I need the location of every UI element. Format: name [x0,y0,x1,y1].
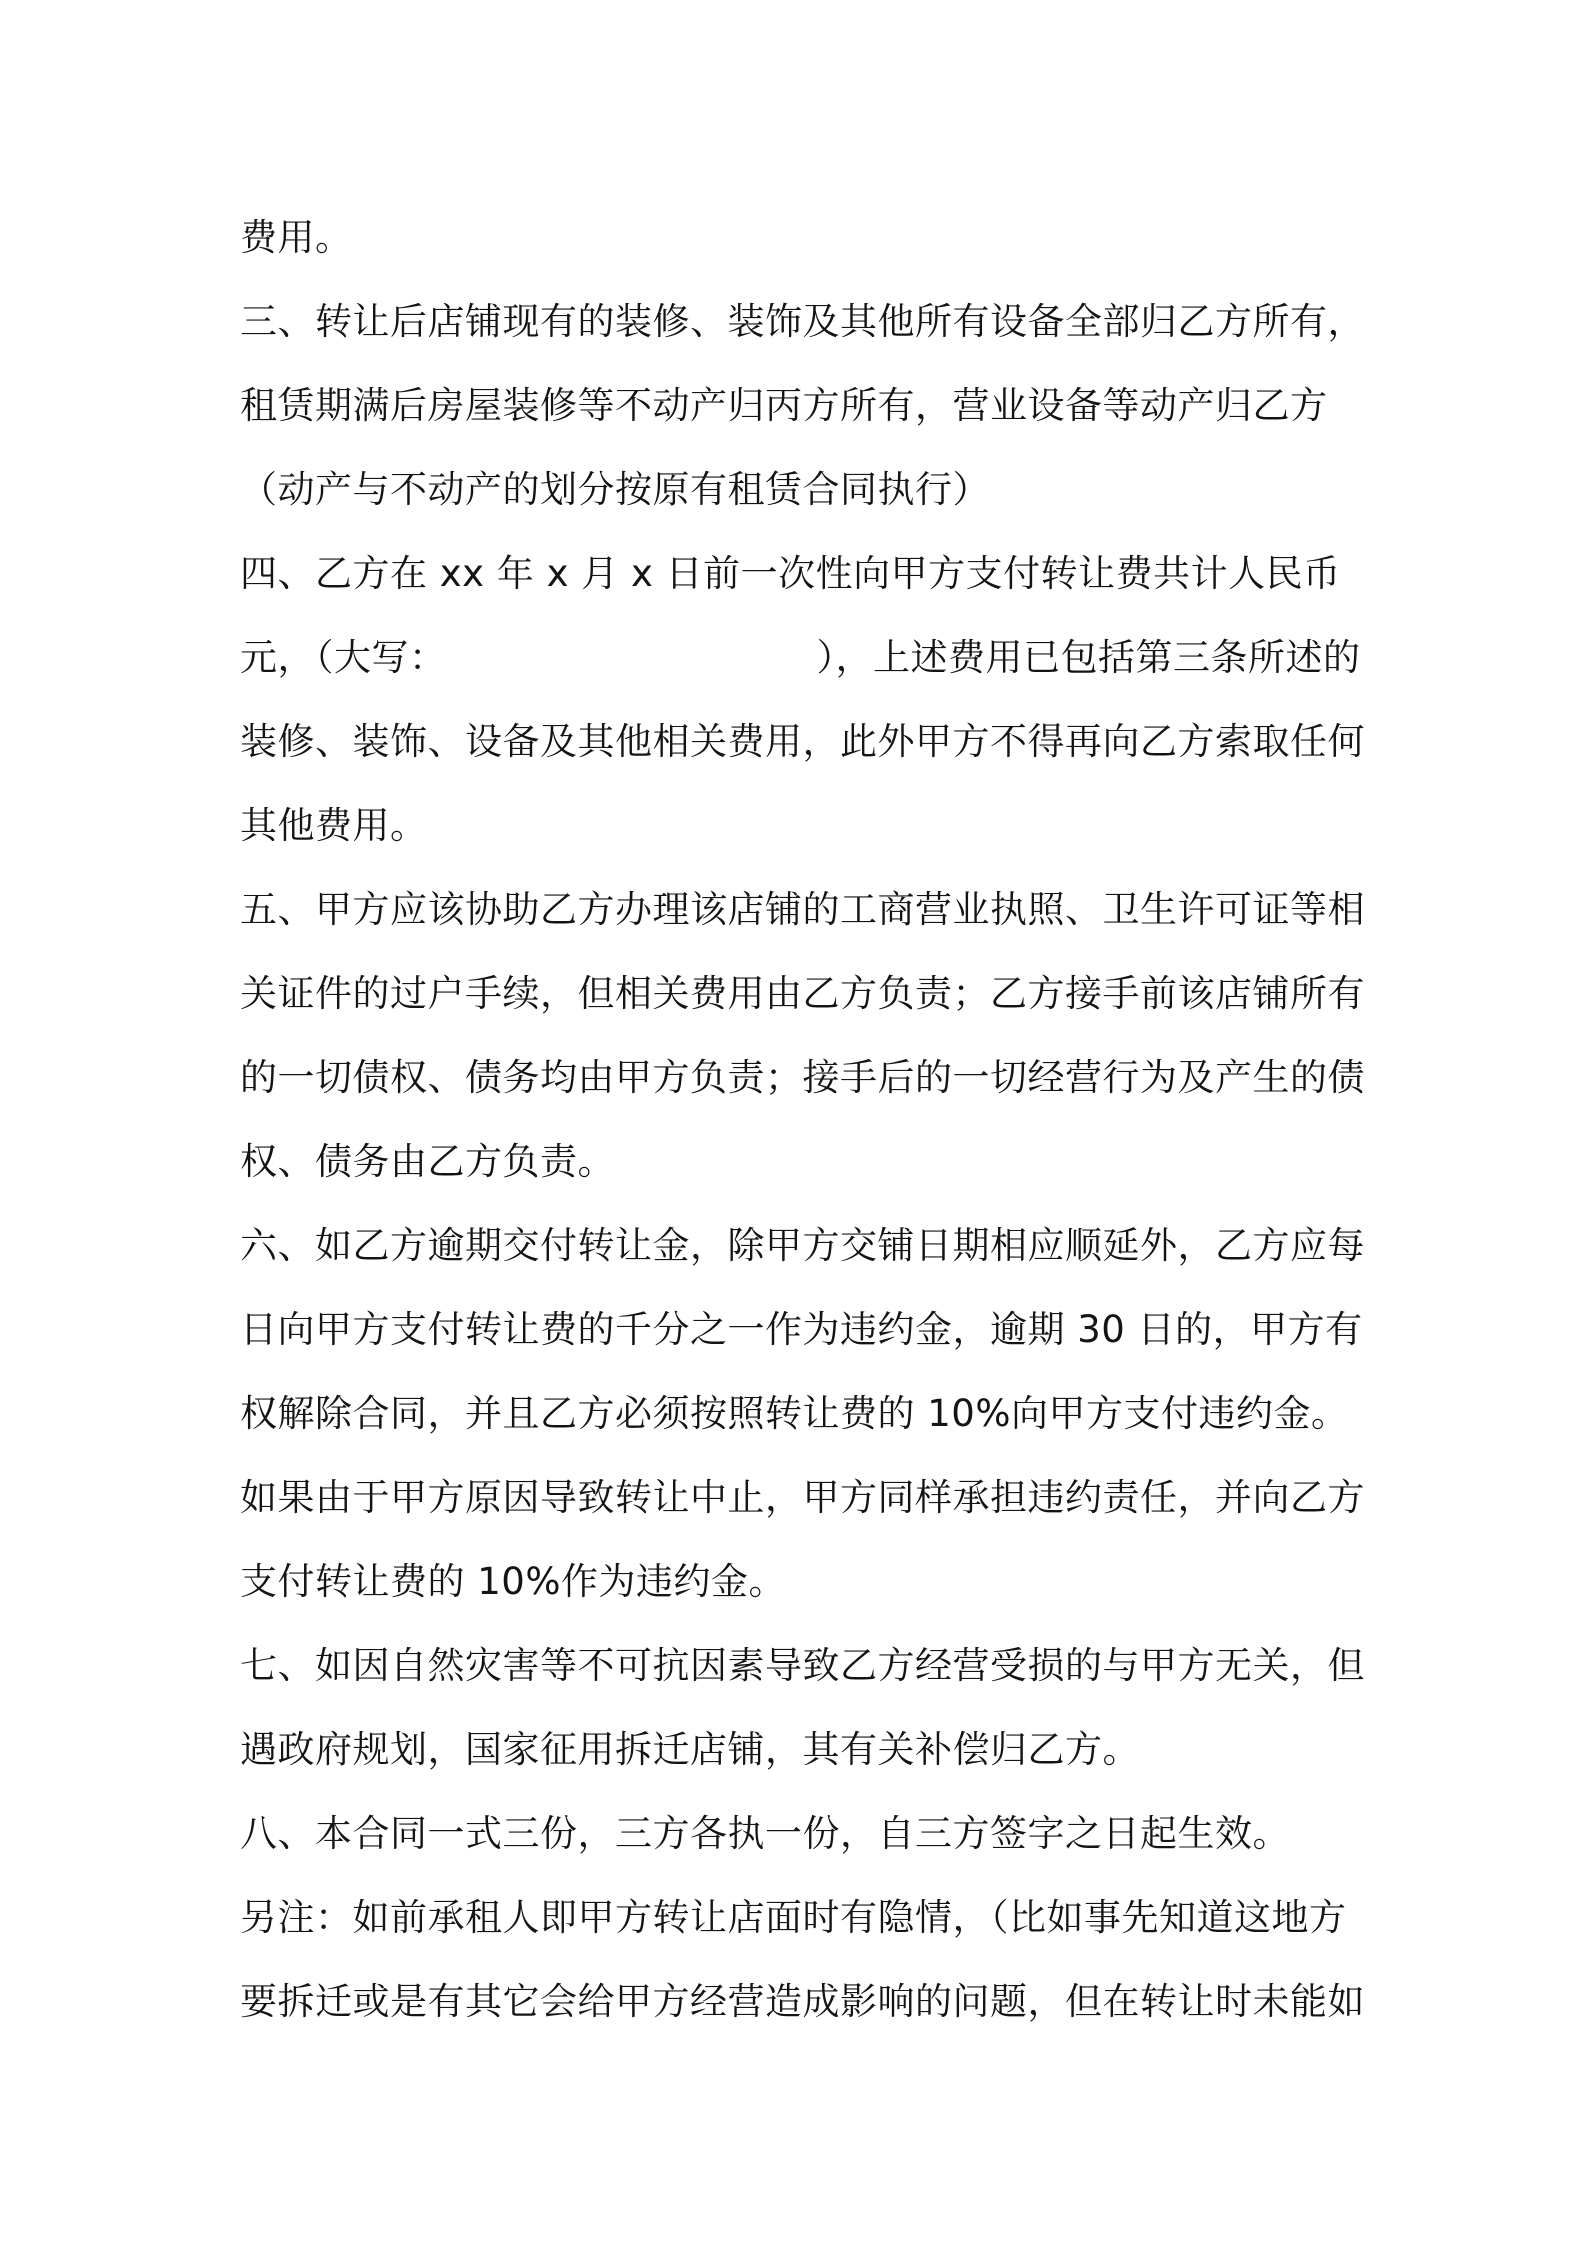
text-line: 另注：如前承租人即甲方转让店面时有隐情，（比如事先知道这地方 [240,1896,1347,1939]
contract-text [240,196,1365,2044]
text-segment: ），上述费用已包括第三条所述的 [816,636,1361,679]
text-line: 三、转让后店铺现有的装修、装饰及其他所有设备全部归乙方所有， [240,300,1365,343]
text-line: 权解除合同，并且乙方必须按照转让费的 10%向甲方支付违约金。 [240,1392,1349,1435]
text-line: 装修、装饰、设备及其他相关费用，此外甲方不得再向乙方索取任何 [240,720,1365,763]
text-line: 权、债务由乙方负责。 [240,1140,615,1183]
text-segment: 元，（大写： [240,636,447,679]
text-line: （动产与不动产的划分按原有租赁合同执行） [240,468,990,511]
text-line: 日向甲方支付转让费的千分之一作为违约金，逾期 30 日的，甲方有 [240,1308,1363,1351]
text-line [240,616,1360,700]
text-line: 遇政府规划，国家征用拆迁店铺，其有关补偿归乙方。 [240,1728,1140,1771]
text-line: 八、本合同一式三份，三方各执一份，自三方签字之日起生效。 [240,1812,1290,1855]
text-line: 五、甲方应该协助乙方办理该店铺的工商营业执照、卫生许可证等相 [240,888,1365,931]
text-line: 七、如因自然灾害等不可抗因素导致乙方经营受损的与甲方无关，但 [240,1644,1365,1687]
text-line: 六、如乙方逾期交付转让金，除甲方交铺日期相应顺延外，乙方应每 [240,1224,1365,1267]
text-line: 支付转让费的 10%作为违约金。 [240,1560,786,1603]
text-line: 租赁期满后房屋装修等不动产归丙方所有，营业设备等动产归乙方 [240,384,1328,427]
text-line: 的一切债权、债务均由甲方负责；接手后的一切经营行为及产生的债 [240,1056,1365,1099]
text-line: 要拆迁或是有其它会给甲方经营造成影响的问题，但在转让时未能如 [240,1980,1365,2023]
text-line: 费用。 [240,216,353,259]
text-line: 关证件的过户手续，但相关费用由乙方负责；乙方接手前该店铺所有 [240,972,1365,1015]
text-line: 四、乙方在 xx 年 x 月 x 日前一次性向甲方支付转让费共计人民币 [240,552,1341,595]
text-line: 其他费用。 [240,804,428,847]
text-line: 如果由于甲方原因导致转让中止，甲方同样承担违约责任，并向乙方 [240,1476,1365,1519]
